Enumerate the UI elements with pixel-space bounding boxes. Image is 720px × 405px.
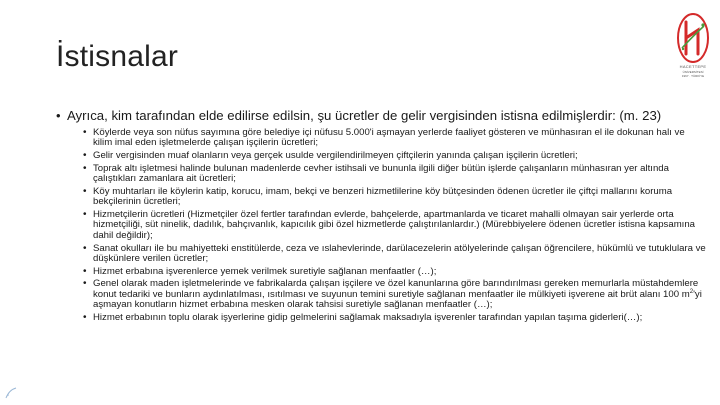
logo-subcaption: [668, 70, 718, 78]
list-item: • Hizmet erbabının toplu olarak işyerlerine gidip gelmelerini sağlamak maksadıyla işverenler tarafından yapılan taşıma giderleri(…);: [83, 313, 706, 323]
list-item: • Köylerde veya son nüfus sayımına göre belediye içi nüfusu 5.000'i aşmayan yerlerde faaliyet gösteren ve münhasıran el ile dokunan halı ve kilim imal eden işletmelerde çalışan işçilerin ücretleri;: [83, 128, 706, 149]
list-item: [83, 279, 706, 310]
list-item-text-end: 'yi aşmayan konutların hizmet erbabına mesken olarak tahsisi suretiyle sağlanan menfaatler (…);: [93, 288, 702, 311]
corner-decoration-icon: [4, 386, 18, 400]
slide-title: İstisnalar: [56, 40, 179, 73]
list-item: • Toprak altı işletmesi halinde bulunan madenlerde cevher istihsali ve bununla ilgili diğer bütün işlerde çalışanların münhasıran yer altında çalıştıkları zamanlara ait ücretleri;: [83, 164, 706, 185]
superscript: 2: [689, 288, 694, 295]
list-item: • Gelir vergisinden muaf olanların veya gerçek usulde vergilendirilmeyen çiftçilerin yanında çalışan işçilerin ücretleri;: [83, 151, 706, 161]
list-item: • Köy muhtarları ile köylerin katip, korucu, imam, bekçi ve benzeri hizmetlilerine köy bütçesinden ödenen ücretler ile çiftçi mallarını koruma bekçilerinin ücretleri;: [83, 187, 706, 208]
exemption-list: [56, 128, 706, 323]
list-item: • Sanat okulları ile bu mahiyetteki enstitülerde, ceza ve ıslahevlerinde, darülacezelerin atölyelerinde çalışan öğrencilere, hükümlü ve tutuklulara ve düşkünlere verilen ücretler;: [83, 244, 706, 265]
logo-subcaption-line2: 1967 · TÜRKİYE: [681, 74, 705, 78]
list-item-text: Genel olarak maden işletmelerinde ve fabrikalarda çalışan işçilere ve özel kanunlarına göre barındırılması gereken memurlarla müstahdemlere konut tedariki ve bunların aydınlatılması, ısıtılması ve suyunun temini suretiyle sağlanan menfaatler ile mülkiyeti işverene ait brüt alanı 100 m: [93, 278, 699, 300]
list-item: • Hizmet erbabına işverenlerce yemek verilmek suretiyle sağlanan menfaatler (…);: [83, 267, 706, 277]
main-bullet: • Ayrıca, kim tarafından elde edilirse edilsin, şu ücretler de gelir vergisinden istisna edilmişlerdir: (m. 23): [56, 109, 706, 122]
list-item: • Hizmetçilerin ücretleri (Hizmetçiler özel fertler tarafından evlerde, bahçelerde, apartmanlarda ve ticaret mahalli olmayan sair yerlerde orta hizmetçiliği, süt ninelik, dadılık, bahçıvanlık, kapıcılık gibi özel hizmetlerde çalıştırılanlardır.) (Mürebbiyelere ödenen ücretler istisna kapsamına dahil değildir);: [83, 210, 706, 241]
logo-caption: HACETTEPE: [679, 64, 707, 69]
slide-body: [56, 109, 706, 326]
logo-subcaption-line1: ÜNİVERSİTESİ: [682, 70, 704, 74]
